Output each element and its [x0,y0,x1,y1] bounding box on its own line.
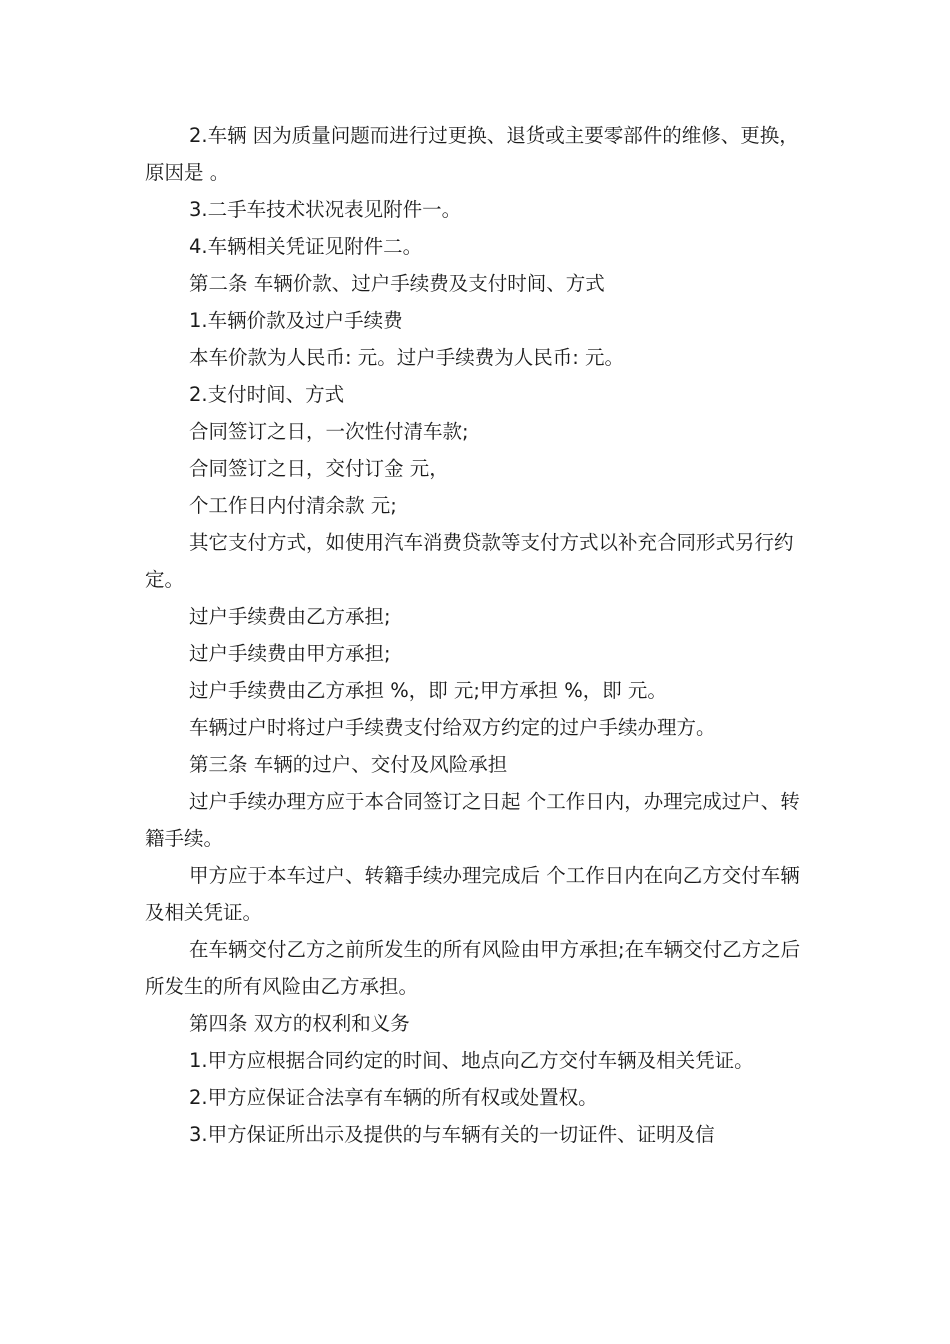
paragraph-deposit: 合同签订之日，交付订金 元， [189,457,449,480]
paragraph-price-amount: 本车价款为人民币: 元。过户手续费为人民币: 元。 [189,346,625,369]
paragraph-price-and-fee: 1.车辆价款及过户手续费 [189,309,403,332]
paragraph-payment-method: 2.支付时间、方式 [189,383,345,406]
paragraph-balance: 个工作日内付清余款 元; [189,494,397,517]
paragraph-vehicle-documents: 4.车辆相关凭证见附件二。 [189,235,423,258]
article-4-heading: 第四条 双方的权利和义务 [189,1012,410,1035]
paragraph-fee-buyer: 过户手续费由乙方承担; [189,605,391,628]
article-2-heading: 第二条 车辆价款、过户手续费及支付时间、方式 [189,272,605,295]
article-3-heading: 第三条 车辆的过户、交付及风险承担 [189,753,508,776]
document-body [145,117,811,1153]
paragraph-fee-payment: 车辆过户时将过户手续费支付给双方约定的过户手续办理方。 [189,716,716,739]
paragraph-other-payment: 其它支付方式，如使用汽车消费贷款等支付方式以补充合同形式另行约定。 [145,531,794,591]
paragraph-delivery: 甲方应于本车过户、转籍手续办理完成后 个工作日内在向乙方交付车辆及相关凭证。 [145,864,800,924]
paragraph-vehicle-replacement: 2.车辆 因为质量问题而进行过更换、退货或主要零部件的维修、更换，原因是 。 [145,124,799,184]
paragraph-obligation-3: 3.甲方保证所出示及提供的与车辆有关的一切证件、证明及信 [189,1123,715,1146]
paragraph-obligation-1: 1.甲方应根据合同约定的时间、地点向乙方交付车辆及相关凭证。 [189,1049,754,1072]
paragraph-fee-split: 过户手续费由乙方承担 %，即 元;甲方承担 %，即 元。 [189,679,667,702]
paragraph-obligation-2: 2.甲方应保证合法享有车辆的所有权或处置权。 [189,1086,598,1109]
paragraph-fee-seller: 过户手续费由甲方承担; [189,642,391,665]
paragraph-full-payment: 合同签订之日，一次性付清车款; [189,420,469,443]
paragraph-risk: 在车辆交付乙方之前所发生的所有风险由甲方承担;在车辆交付乙方之后所发生的所有风险由乙方承担。 [145,938,801,998]
paragraph-technical-status: 3.二手车技术状况表见附件一。 [189,198,462,221]
paragraph-transfer-deadline: 过户手续办理方应于本合同签订之日起 个工作日内，办理完成过户、转籍手续。 [145,790,800,850]
